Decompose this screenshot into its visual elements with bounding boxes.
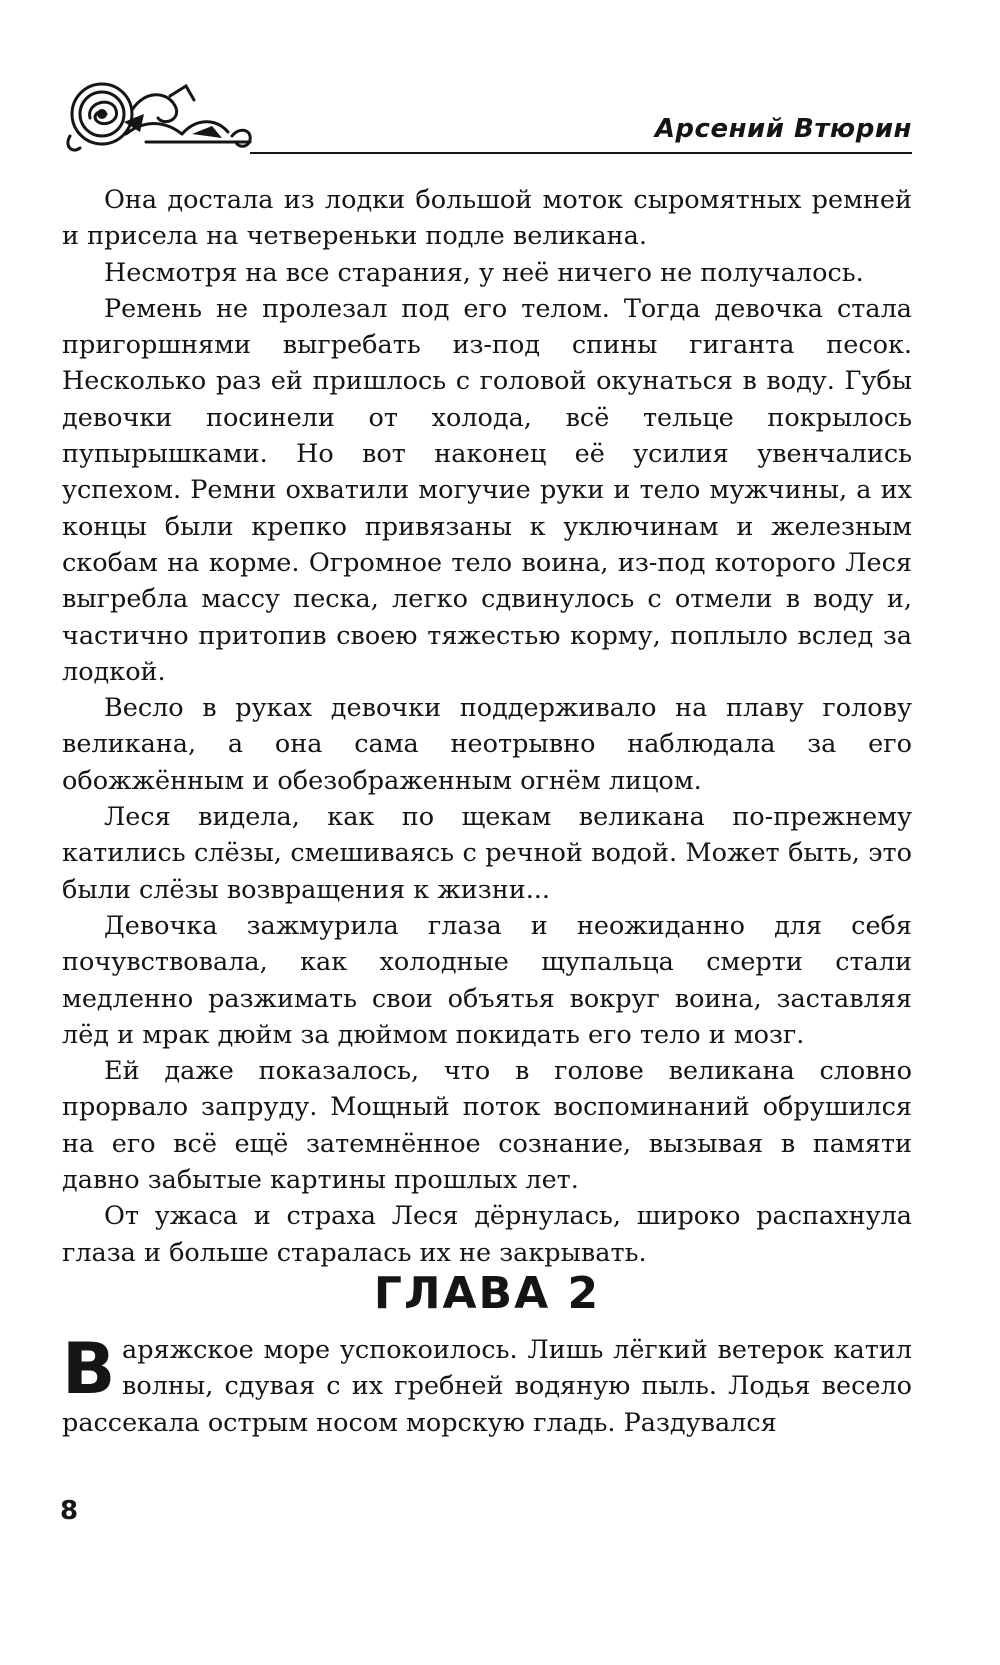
- drop-cap: В: [62, 1328, 116, 1410]
- page-header: [62, 74, 912, 156]
- paragraph: Леся видела, как по щекам великана по-прежнему катились слёзы, смешиваясь с речной водой. Может быть, это были слёзы возвращения к жизни...: [62, 802, 912, 905]
- chapter-paragraph: [62, 1328, 912, 1441]
- paragraph: Ремень не пролезал под его телом. Тогда девочка стала пригоршнями выгребать из-под спины гиганта песок. Несколько раз ей пришлось с головой окунаться в воду. Губы девочки посинели от холода, всё тельце покрылось пупырышками. Но вот наконец её усилия увенчались успехом. Ремни охватили могучие руки и тело мужчины, а их концы были крепко привязаны к уключинам и железным скобам на корме. Огромное тело воина, из-под которого Леся выгребла массу песка, легко сдвинулось с отмели в воду и, частично притопив своею тяжестью корму, поплыло вслед за лодкой.: [62, 293, 912, 687]
- ornament-icon: [62, 74, 312, 156]
- paragraph: Девочка зажмурила глаза и неожиданно для себя почувствовала, как холодные щупальца смерти стали медленно разжимать свои объятья вокруг воина, заставляя лёд и мрак дюйм за дюймом покидать его тело и мозг.: [62, 910, 912, 1050]
- chapter-body: [62, 1328, 912, 1441]
- paragraph: От ужаса и страха Леся дёрнулась, широко распахнула глаза и больше старалась их не закрывать.: [62, 1201, 912, 1268]
- chapter-heading: ГЛАВА 2: [373, 1268, 601, 1319]
- paragraph: Несмотря на все старания, у неё ничего не получалось.: [104, 257, 864, 288]
- paragraph: Она достала из лодки большой моток сыромятных ремней и присела на четвереньки подле великана.: [62, 185, 912, 252]
- body-text: [62, 182, 912, 1271]
- paragraph: Весло в руках девочки поддерживало на плаву голову великана, а она сама неотрывно наблюдала за его обожжённым и обезображенным огнём лицом.: [62, 693, 912, 796]
- header-rule: [250, 152, 912, 154]
- chapter-paragraph-text: аряжское море успокоилось. Лишь лёгкий ветерок катил волны, сдувая с их гребней водяную пыль. Лодья весело рассекала острым носом морскую гладь. Раздувался: [62, 1335, 912, 1438]
- paragraph: Ей даже показалось, что в голове великана словно прорвало запруду. Мощный поток воспоминаний обрушился на его всё ещё затемнённое сознание, вызывая в памяти давно забытые картины прошлых лет.: [62, 1056, 912, 1196]
- page-number: 8: [60, 1496, 79, 1526]
- running-head-author: Арсений Втюрин: [654, 114, 912, 144]
